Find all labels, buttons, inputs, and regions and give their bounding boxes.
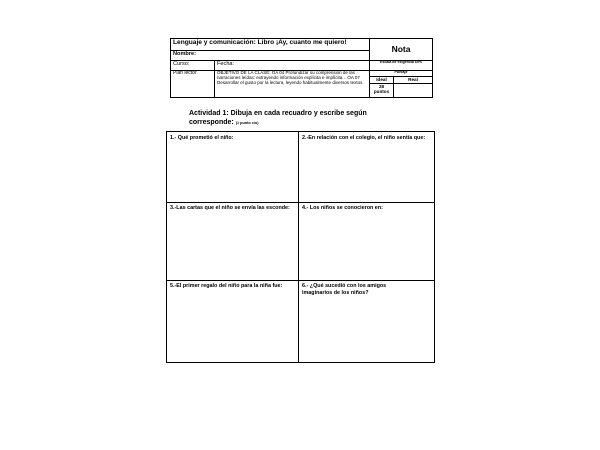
question-6-label: 6.- ¿Qué sucedió con los amigos imaginarios de los niños? bbox=[302, 283, 387, 296]
worksheet-title: Lenguaje y comunicación: Libro ¡Ay, cuanto me quiero! bbox=[171, 39, 370, 51]
activity-heading bbox=[189, 110, 409, 128]
real-label: Real bbox=[394, 77, 433, 84]
question-1-label: 1.- Qué prometió el niño: bbox=[170, 135, 234, 141]
grid-row-divider-2 bbox=[167, 280, 434, 281]
ideal-label: Ideal bbox=[370, 77, 394, 84]
ideal-score: 28 puntos bbox=[370, 84, 394, 98]
nombre-field[interactable]: Nombre: bbox=[171, 51, 370, 61]
drawing-grid bbox=[166, 131, 435, 363]
fecha-field[interactable]: Fecha: bbox=[215, 61, 370, 71]
grid-vertical-divider bbox=[298, 132, 299, 362]
curso-field[interactable]: Curso: bbox=[171, 61, 215, 71]
objetivo-title: OBJETIVO DE LA CLASE: bbox=[217, 70, 271, 75]
header-table bbox=[170, 38, 433, 98]
plan-lector-label: Plan lector bbox=[171, 71, 215, 98]
objetivo-cell bbox=[215, 71, 370, 98]
activity-heading-text: Actividad 1: Dibuja en cada recuadro y escribe según corresponde: bbox=[189, 110, 367, 126]
escala-label: Escala de exigencia 60% bbox=[370, 61, 433, 71]
real-score-field[interactable] bbox=[394, 84, 433, 98]
puntaje-label: Puntaje bbox=[370, 71, 433, 77]
question-4-label: 4.- Los niños se conocieron en: bbox=[302, 205, 383, 211]
question-5-label: 5.-El primer regalo del niño para la niña fue: bbox=[170, 283, 283, 289]
question-2-label: 2.-En relación con el colegio, el niño sentía que: bbox=[302, 135, 426, 141]
grid-row-divider-1 bbox=[167, 202, 434, 203]
nota-label: Nota bbox=[370, 39, 433, 61]
objetivo-text: OA 04 Profundizar su comprensión de las narraciones leídas: extrayendo información explícita e implícita... OA 07 Desarrollar el gusto por la lectura, leyendo habitualmente diversos textos. bbox=[217, 70, 364, 85]
question-3-label: 3.-Las cartas que el niño se envía las esconde: bbox=[170, 205, 290, 211]
activity-points: (1 punto c/u) bbox=[235, 120, 259, 125]
